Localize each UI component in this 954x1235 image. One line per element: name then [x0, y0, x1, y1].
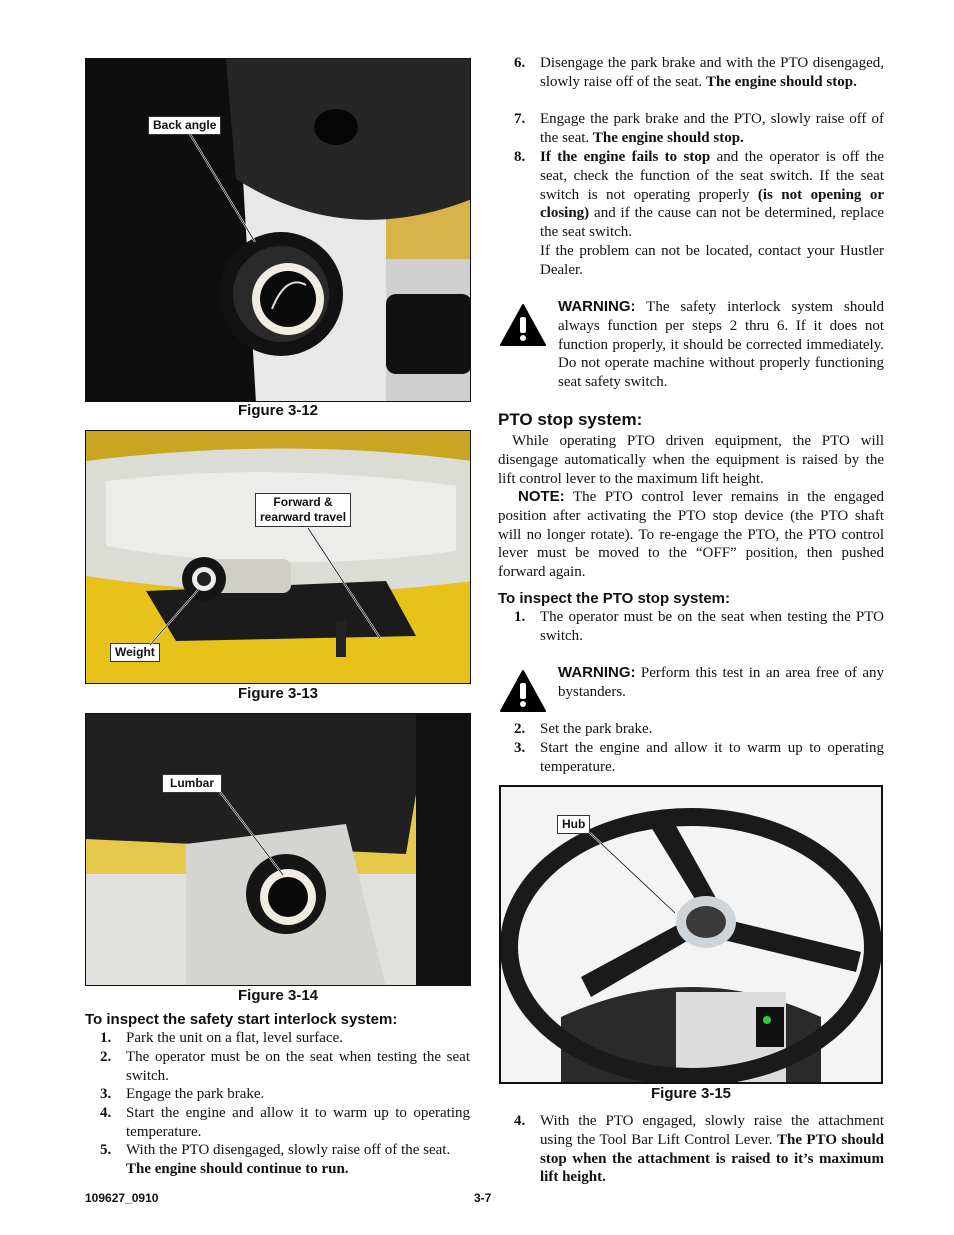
- step-number: 1.: [514, 609, 526, 625]
- warning-text: Perform this test in an area free of any bystanders.: [558, 665, 884, 700]
- step-text: Start the engine and allow it to warm up to operating temperature.: [126, 1105, 470, 1140]
- step-number: 4.: [100, 1105, 112, 1121]
- step-bold-text: The engine should stop.: [592, 129, 744, 146]
- step-text: Engage the park brake and the PTO, slowly raise off of the seat.: [540, 111, 884, 146]
- step-number: 2.: [514, 721, 526, 737]
- step-bold-text-2: (is not opening or closing): [540, 186, 884, 222]
- heading-inspect-pto: To inspect the PTO stop system:: [498, 590, 730, 607]
- step-text-3: If the problem can not be located, contact your Hustler Dealer.: [540, 242, 884, 278]
- step-number: 3.: [100, 1086, 112, 1102]
- warning-text: The safety interlock system should always function per steps 2 thru 6. If it does not function properly, it should be corrected immediately. Do not operate machine without properly functioning seat safety switch.: [558, 299, 885, 391]
- step-number: 4.: [514, 1113, 526, 1129]
- step-number: 1.: [100, 1030, 112, 1046]
- step-text: Set the park brake.: [540, 721, 653, 737]
- step-text: The operator must be on the seat when testing the PTO switch.: [540, 609, 884, 644]
- step-text: With the PTO disengaged, slowly raise off of the seat.: [126, 1142, 451, 1158]
- step-bold-text: The engine should continue to run.: [126, 1160, 349, 1177]
- step-text: With the PTO engaged, slowly raise the attachment using the Tool Bar Lift Control Lever.: [540, 1113, 884, 1148]
- callout-back-angle: Back angle: [148, 116, 221, 135]
- caption-figure-3-14: Figure 3-14: [237, 987, 319, 1004]
- callout-forward-line2: rearward travel: [260, 510, 347, 524]
- step-bold-text: The engine should stop.: [705, 73, 857, 90]
- callout-forward-line1: Forward &: [273, 495, 333, 509]
- heading-inspect-interlock: To inspect the safety start interlock system:: [85, 1011, 398, 1028]
- step-text: Start the engine and allow it to warm up to operating temperature.: [540, 740, 884, 775]
- footer-doc-number: 109627_0910: [85, 1191, 159, 1205]
- step-bold-text: The PTO should stop when the attachment is raised to it’s maximum lift height.: [540, 1131, 884, 1186]
- note-label: NOTE:: [518, 488, 565, 505]
- pto-step-4: [514, 1112, 884, 1187]
- pto-paragraph: While operating PTO driven equipment, the PTO will disengage automatically when the equipment is raised by the lift control lever to the maximum lift height.: [498, 433, 884, 487]
- footer-page-number: 3-7: [474, 1191, 492, 1205]
- step-number: 2.: [100, 1049, 112, 1065]
- step-number: 3.: [514, 740, 526, 756]
- step-number: 7.: [514, 111, 526, 127]
- step-number: 8.: [514, 149, 526, 165]
- caption-figure-3-13: Figure 3-13: [237, 685, 319, 702]
- heading-pto-stop-system: PTO stop system:: [498, 410, 643, 429]
- callout-lumbar: Lumbar: [162, 774, 222, 793]
- step-text: The operator must be on the seat when testing the seat switch.: [126, 1049, 470, 1084]
- callout-weight: Weight: [110, 643, 160, 662]
- caption-figure-3-12: Figure 3-12: [237, 402, 319, 419]
- step-text-2: and if the cause can not be determined, replace the seat switch.: [540, 205, 884, 241]
- step-text: Engage the park brake.: [126, 1086, 265, 1102]
- note-text: The PTO control lever remains in the engaged position after activating the PTO stop device (the PTO shaft will no longer rotate). To re-engage the PTO, the PTO control lever must be moved to the “OFF” position, then pushed forward again.: [498, 489, 884, 581]
- step-text: Disengage the park brake and with the PTO disengaged, slowly raise off of the seat.: [540, 55, 884, 90]
- step-text-1: and the operator is off the seat, check the function of the seat switch. If the seat switch is not operating properly: [540, 149, 884, 203]
- warning-label: WARNING:: [558, 664, 636, 681]
- warning-label: WARNING:: [558, 298, 636, 315]
- callout-hub: Hub: [557, 815, 590, 834]
- step-number: 6.: [514, 55, 526, 71]
- step-text: Park the unit on a flat, level surface.: [126, 1030, 344, 1046]
- caption-figure-3-15: Figure 3-15: [650, 1085, 732, 1102]
- step-bold-text-1: If the engine fails to stop: [540, 149, 711, 165]
- step-number: 5.: [100, 1142, 112, 1158]
